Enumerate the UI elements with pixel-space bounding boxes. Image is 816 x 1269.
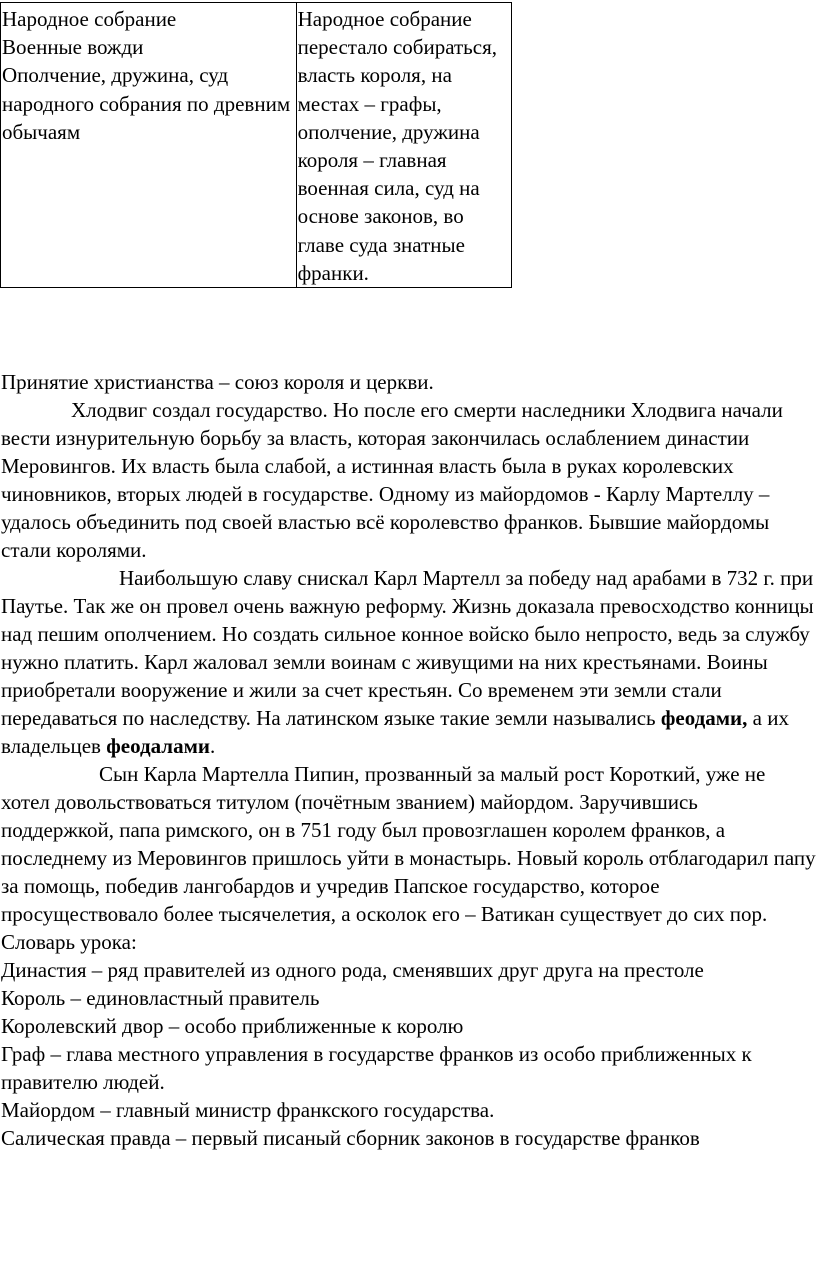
paragraph-martel xyxy=(1,564,816,760)
glossary-item: Королевский двор – особо приближенные к королю xyxy=(1,1014,464,1038)
term-feuds: феодами, xyxy=(660,706,748,730)
glossary-item: Король – единовластный правитель xyxy=(1,986,320,1010)
term-feudal-lords: феодалами xyxy=(106,734,210,758)
glossary-item: Граф – глава местного управления в государстве франков из особо приближенных к правителю людей. xyxy=(1,1042,752,1094)
table-cell-left xyxy=(1,3,297,288)
paragraph-martel-text: Наибольшую славу снискал Карл Мартелл за победу над арабами в 732 г. при Паутье. Так же он провел очень важную реформу. Жизнь доказала превосходство конницы над пешим ополчением. Но создать сильное конное войско было непросто, ведь за службу нужно платить. Карл жаловал земли воинам с живущими на них крестьянами. Воины приобретали вооружение и жили за счет крестьян. Со временем эти земли стали передаваться по наследству. На латинском языке такие земли назывались xyxy=(1,566,814,730)
paragraph-martel-end: . xyxy=(209,734,216,758)
comparison-table xyxy=(0,2,512,288)
glossary-heading: Словарь урока: xyxy=(1,930,137,954)
glossary-item: Династия – ряд правителей из одного рода, сменявших друг друга на престоле xyxy=(1,958,704,982)
table-row xyxy=(1,3,512,288)
left-cell-line: Народное собрание xyxy=(2,7,177,31)
left-cell-line: Военные вожди xyxy=(2,35,144,60)
left-cell-line: Ополчение, дружина, суд народного собрания по древним обычаям xyxy=(2,63,291,144)
paragraph-martel-middle: а их владельцев xyxy=(1,706,789,758)
intro-line: Принятие христианства – союз короля и церкви. xyxy=(1,370,434,394)
glossary-item: Салическая правда – первый писаный сборник законов в государстве франков xyxy=(1,1126,700,1150)
glossary-item: Майордом – главный министр франкского государства. xyxy=(1,1098,495,1122)
paragraph-pepin: Сын Карла Мартелла Пипин, прозванный за малый рост Короткий, уже не хотел довольствоваться титулом (почётным званием) майордом. Заручившись поддержкой, папа римского, он в 751 году был провозглашен королем франков, а последнему из Меровингов пришлось уйти в монастырь. Новый король отблагодарил папу за помощь, победив лангобардов и учредив Папское государство, которое просуществовало более тысячелетия, а осколок его – Ватикан существует до сих пор. xyxy=(1,762,816,926)
body-text xyxy=(1,368,816,1152)
right-cell-text: Народное собрание перестало собираться, власть короля, на местах – графы, ополчение, дружина короля – главная военная сила, суд на основе законов, во главе суда знатные франки. xyxy=(297,7,497,285)
paragraph-clovis: Хлодвиг создал государство. Но после его смерти наследники Хлодвига начали вести изнурительную борьбу за власть, которая закончилась ослаблением династии Меровингов. Их власть была слабой, а истинная власть была в руках королевских чиновников, вторых людей в государстве. Одному из майордомов - Карлу Мартеллу – удалось объединить под своей властью всё королевство франков. Бывшие майордомы стали королями. xyxy=(1,398,783,562)
table-cell-right xyxy=(296,3,511,288)
